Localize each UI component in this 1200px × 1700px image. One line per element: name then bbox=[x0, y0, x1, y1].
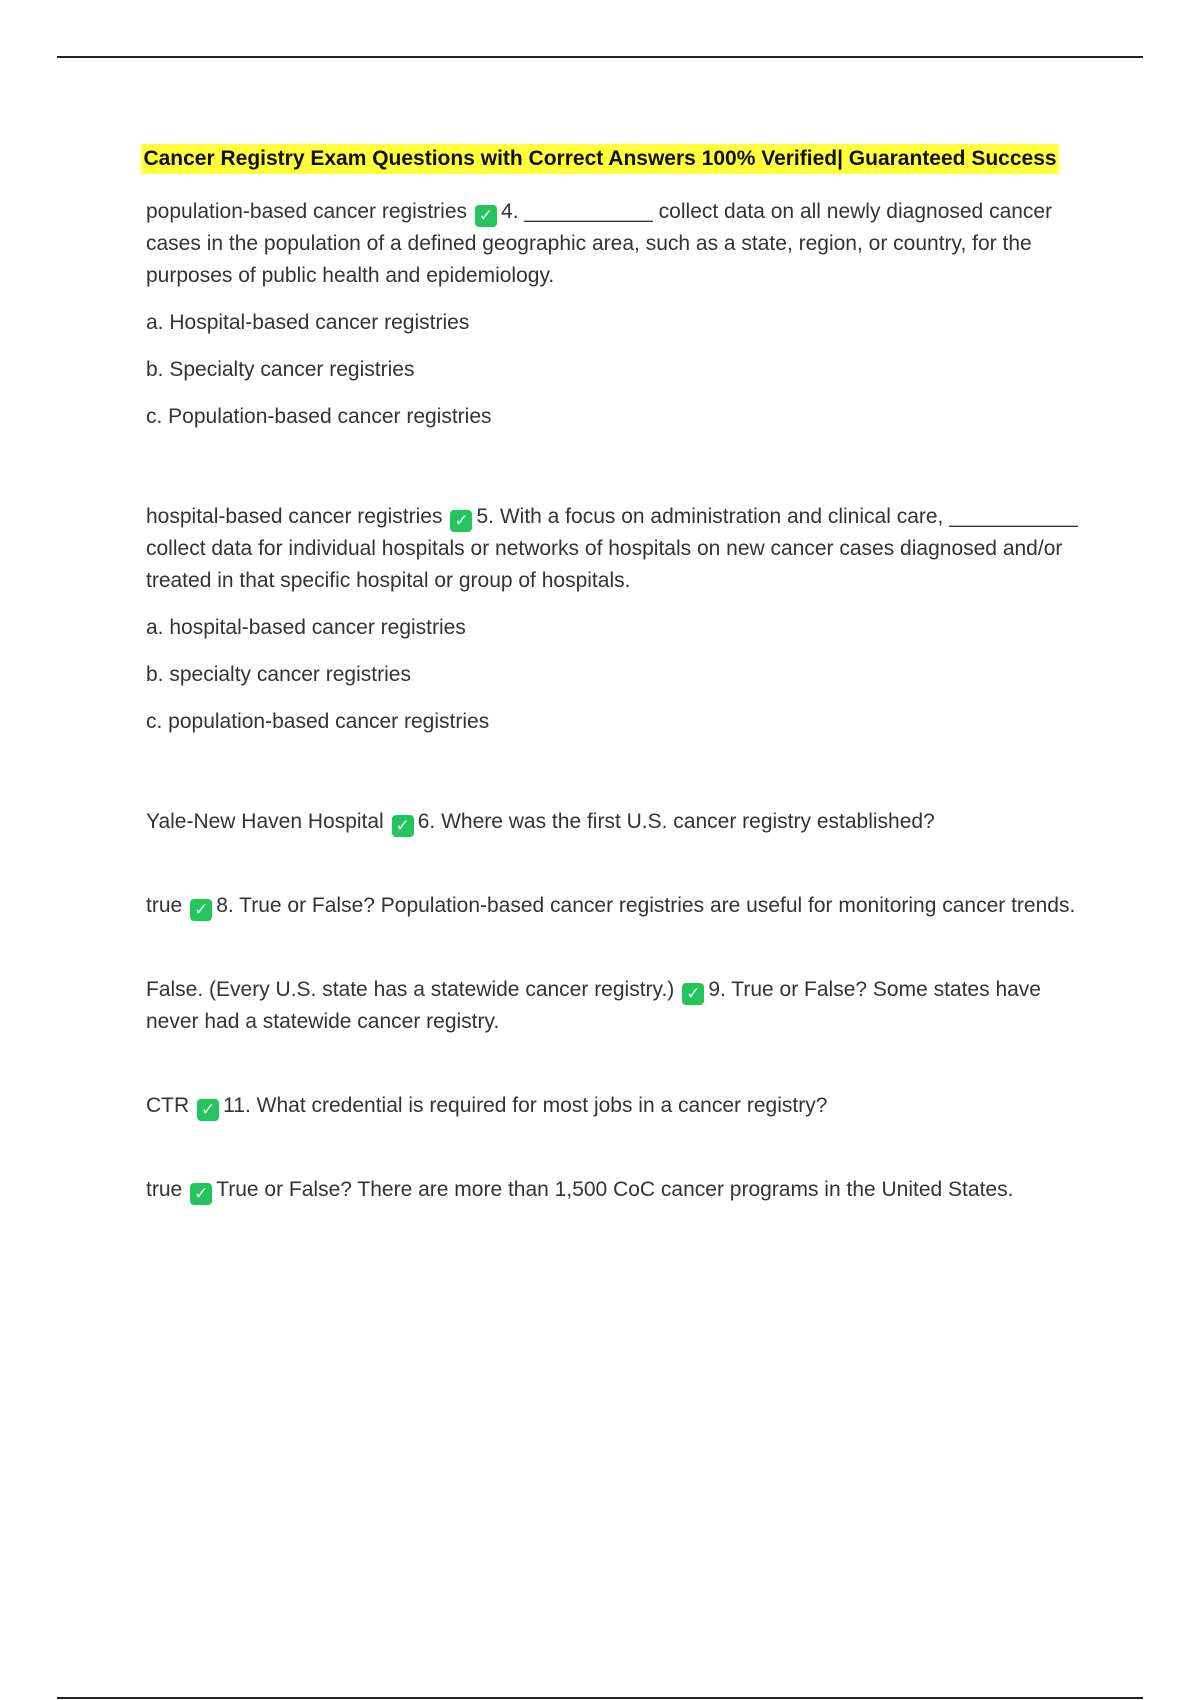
qa-content bbox=[146, 196, 1094, 1206]
question-text: 4. ___________ collect data on all newly diagnosed cancer cases in the population of a defined geographic area, such as a state, region, or country, for the purposes of public health and epidemiology. bbox=[146, 200, 1053, 287]
answer-text: true bbox=[146, 894, 183, 917]
qa-item bbox=[146, 974, 1094, 1038]
check-icon: ✓ bbox=[450, 510, 472, 532]
question-text: 8. True or False? Population-based cancer registries are useful for monitoring cancer trends. bbox=[216, 894, 1076, 917]
check-icon: ✓ bbox=[392, 815, 414, 837]
check-icon: ✓ bbox=[190, 899, 212, 921]
check-icon: ✓ bbox=[190, 1183, 212, 1205]
option-c: c. population-based cancer registries bbox=[146, 710, 490, 733]
qa-item bbox=[146, 1174, 1094, 1206]
qa-item bbox=[146, 196, 1094, 292]
top-rule bbox=[57, 56, 1143, 58]
check-icon: ✓ bbox=[197, 1099, 219, 1121]
check-icon: ✓ bbox=[682, 983, 704, 1005]
option-b: b. Specialty cancer registries bbox=[146, 358, 415, 381]
question-text: 9. True or False? Some states have never had a statewide cancer registry. bbox=[146, 978, 1041, 1033]
question-text: True or False? There are more than 1,500 CoC cancer programs in the United States. bbox=[216, 1178, 1014, 1201]
option-a: a. hospital-based cancer registries bbox=[146, 616, 466, 639]
option-b: b. specialty cancer registries bbox=[146, 663, 411, 686]
option-c: c. Population-based cancer registries bbox=[146, 405, 492, 428]
qa-item bbox=[146, 890, 1094, 922]
qa-item bbox=[146, 1090, 1094, 1122]
qa-item bbox=[146, 501, 1094, 597]
question-text: 11. What credential is required for most jobs in a cancer registry? bbox=[223, 1094, 828, 1117]
question-text: 6. Where was the first U.S. cancer registry established? bbox=[417, 810, 935, 833]
answer-text: Yale-New Haven Hospital bbox=[146, 810, 384, 833]
document-title: Cancer Registry Exam Questions with Correct Answers 100% Verified| Guaranteed Success bbox=[141, 144, 1058, 174]
title-container bbox=[0, 144, 1200, 174]
option-a: a. Hospital-based cancer registries bbox=[146, 311, 470, 334]
answer-text: False. (Every U.S. state has a statewide cancer registry.) bbox=[146, 978, 675, 1001]
bottom-rule bbox=[57, 1697, 1143, 1699]
answer-text: CTR bbox=[146, 1094, 190, 1117]
answer-text: population-based cancer registries bbox=[146, 200, 468, 223]
check-icon: ✓ bbox=[475, 205, 497, 227]
answer-text: true bbox=[146, 1178, 183, 1201]
qa-item bbox=[146, 806, 1094, 838]
answer-text: hospital-based cancer registries bbox=[146, 505, 443, 528]
question-text: 5. With a focus on administration and clinical care, ___________ collect data for individual hospitals or networks of hospitals on new cancer cases diagnosed and/or treated in that specific hospital or group of hospitals. bbox=[146, 505, 1078, 592]
